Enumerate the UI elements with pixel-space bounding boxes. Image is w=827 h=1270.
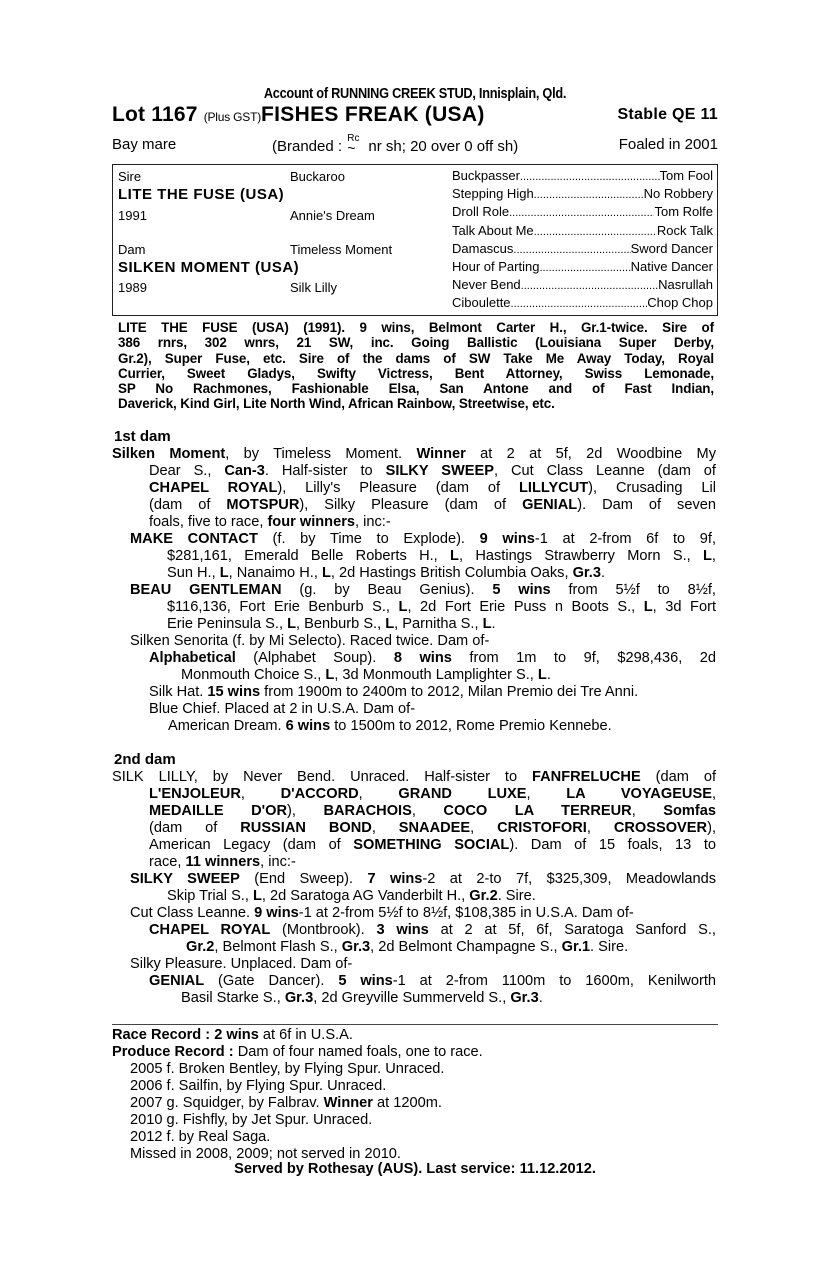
bold-text: 8 wins — [393, 650, 452, 666]
bold-text: Gr.3 — [284, 990, 314, 1006]
bold-text: CROSSOVER — [613, 820, 708, 836]
text: Monmouth Choice S., — [181, 667, 326, 683]
dot-leader — [511, 298, 648, 310]
entry-line — [130, 871, 716, 888]
family-entry — [130, 956, 716, 973]
text: , inc:- — [260, 854, 296, 870]
text: to 1500m to 2012, Rome Premio Kennebe. — [330, 718, 612, 734]
bold-text: Somfas — [663, 803, 716, 819]
text: ), — [707, 820, 716, 836]
sire-summary-line: Currier, Sweet Gladys, Swifty Victress, Bent Attorney, Swiss Lemonade, — [118, 365, 714, 381]
text: Sun H., — [167, 565, 220, 581]
text: . — [546, 667, 551, 683]
bold-text: LA VOYAGEUSE — [566, 786, 712, 802]
text: 2012 f. by Real Saga. — [130, 1129, 271, 1145]
ancestor-sire: Tom Fool — [659, 168, 713, 183]
sire-summary-line: 386 rnrs, 302 wnrs, 21 SW, inc. Going Ballistic (Louisiana Super Derby, — [118, 335, 714, 351]
entry-line — [149, 701, 716, 718]
ancestor-sire: Native Dancer — [630, 258, 713, 274]
bold-text: Gr.2 — [186, 939, 215, 955]
bold-text: 15 wins — [207, 684, 261, 700]
bold-text: L — [219, 565, 229, 581]
brand-mark-icon — [346, 133, 364, 156]
text: , 2d Hastings British Columbia Oaks, — [330, 565, 573, 581]
bold-text: MOTSPUR — [226, 497, 300, 513]
text: , — [711, 548, 716, 564]
sire-year: 1991 — [118, 208, 147, 223]
section-divider — [112, 1024, 718, 1025]
text: $281,161, Emerald Belle Roberts H., — [167, 548, 451, 564]
dot-leader — [520, 171, 660, 183]
text: -2 at 2-to 7f, $325,309, Meadowlands — [422, 871, 716, 887]
text: , 2d Saratoga AG Vanderbilt H., — [261, 888, 470, 904]
dam-label: Dam — [118, 242, 146, 257]
bold-text: SILKY SWEEP — [130, 871, 240, 887]
entry-line — [112, 803, 716, 820]
bold-text: 11 winners — [185, 854, 261, 870]
bold-text: Gr.3 — [510, 990, 539, 1006]
entry-line — [112, 514, 716, 531]
bold-text: FANFRELUCHE — [532, 769, 641, 785]
lot-title-row — [112, 103, 718, 129]
ancestor-name: Damascus — [452, 240, 514, 256]
text: 2007 g. Squidger, by Falbrav. — [130, 1095, 324, 1111]
text: . — [538, 990, 543, 1006]
bold-text: RUSSIAN BOND — [240, 820, 372, 836]
sire-label: Sire — [118, 169, 142, 184]
horse-details-row — [112, 133, 718, 156]
text: ), Lilly's Pleasure (dam of — [277, 480, 519, 496]
sire-summary-line: Gr.2), Super Fuse, etc. Sire of the dams of SW Take Me Away Today, Royal — [118, 350, 714, 366]
bold-text: Silken Moment — [112, 446, 226, 462]
entry-line — [149, 667, 716, 684]
great-grandparent-row — [452, 259, 713, 277]
text: Cut Class Leanne. — [130, 905, 255, 921]
text: from 1m to 9f, $298,436, 2d — [451, 650, 717, 666]
text: ), Silky Pleasure (dam of — [299, 497, 523, 513]
entry-line — [149, 684, 716, 701]
great-grandparent-row — [452, 241, 713, 259]
ancestor-name: Droll Role — [452, 204, 510, 220]
text: ). Dam of seven — [577, 497, 717, 513]
text: Silky Pleasure. Unplaced. Dam of- — [130, 956, 353, 972]
text: , — [470, 820, 498, 836]
ancestor-name: Buckpasser — [452, 168, 520, 183]
bold-text: L — [325, 667, 335, 683]
family-entry — [149, 650, 716, 684]
text: at 2 at 5f, 6f, Saratoga Sanford S., — [428, 922, 716, 938]
bold-text: Winner — [323, 1095, 373, 1111]
foaled-year: Foaled in 2001 — [618, 136, 718, 153]
dot-leader — [521, 280, 658, 292]
ancestor-sire: No Robbery — [643, 186, 713, 202]
great-grandparent-row — [452, 168, 713, 186]
sire-summary-line: SP No Rachmones, Fashionable Elsa, San Antone and of Fast Indian, — [118, 381, 714, 397]
bold-text: CHAPEL ROYAL — [149, 922, 271, 938]
dot-leader — [534, 226, 657, 238]
great-grandparent-row — [452, 223, 713, 241]
dot-leader — [534, 189, 644, 201]
bold-text: SOMETHING SOCIAL — [353, 837, 510, 853]
pedigree-table — [112, 164, 718, 316]
produce-item — [130, 1078, 386, 1095]
entry-line — [130, 888, 716, 905]
text: (Gate Dancer). — [204, 973, 339, 989]
text: , — [586, 820, 614, 836]
produce-item — [130, 1112, 372, 1129]
text: , — [240, 786, 281, 802]
ancestor-sire: Rock Talk — [656, 222, 713, 238]
text: , — [631, 803, 664, 819]
great-grandparents-list — [452, 168, 713, 314]
produce-record — [112, 1044, 483, 1061]
entry-line — [130, 905, 716, 922]
bold-text: Winner — [416, 446, 466, 462]
text: . — [600, 565, 606, 581]
family-entry — [130, 905, 716, 922]
entry-line — [112, 854, 716, 871]
text: , 3d Fort — [652, 599, 717, 615]
entry-line — [149, 922, 716, 939]
bold-text: MEDAILLE D'OR — [149, 803, 288, 819]
bold-text: Gr.2 — [469, 888, 498, 904]
entry-line — [130, 565, 716, 582]
text: , Parnitha S., — [394, 616, 483, 632]
entry-line — [112, 786, 716, 803]
text: (dam of — [149, 497, 227, 513]
entry-line — [130, 616, 716, 633]
entry-line — [112, 446, 716, 463]
produce-record-label: Produce Record : — [112, 1044, 238, 1060]
entry-line — [112, 463, 716, 480]
ancestor-sire: Chop Chop — [647, 295, 713, 311]
sire-summary — [118, 320, 714, 412]
text: Dear S., — [149, 463, 225, 479]
text: (End Sweep). — [239, 871, 368, 887]
race-record-text: at 6f in U.S.A. — [258, 1027, 353, 1043]
text: race, — [149, 854, 186, 870]
text: from 1900m to 2400m to 2012, Milan Premio dei Tre Anni. — [260, 684, 639, 700]
entry-line — [149, 650, 716, 667]
ancestor-name: Talk About Me — [452, 222, 534, 238]
family-entry — [130, 871, 716, 905]
lot-heading — [112, 103, 485, 127]
sire-summary-line: LITE THE FUSE (USA) (1991). 9 wins, Belmont Carter H., Gr.1-twice. Sire of — [118, 320, 714, 335]
text: ), Crusading Lil — [588, 480, 716, 496]
bold-text: L — [537, 667, 547, 683]
bold-text: COCO LA TERREUR — [443, 803, 632, 819]
text: , Nanaimo H., — [228, 565, 322, 581]
bold-text: LILLYCUT — [518, 480, 589, 496]
bold-text: L — [703, 548, 712, 564]
great-grandparent-row — [452, 295, 713, 313]
text: American Legacy (dam of — [149, 837, 354, 853]
produce-item — [130, 1129, 270, 1146]
bold-text: D'ACCORD — [280, 786, 359, 802]
sire-name: LITE THE FUSE (USA) — [118, 186, 285, 203]
lot-number: Lot 1167 — [112, 103, 198, 126]
text: (dam of — [640, 769, 716, 785]
entry-line — [130, 548, 716, 565]
text: , 2d Greyville Summerveld S., — [313, 990, 511, 1006]
served-by-note: Served by Rothesay (AUS). Last service: 11.12.2012. — [234, 1161, 596, 1177]
text: . Half-sister to — [264, 463, 386, 479]
bold-text: 5 wins — [492, 582, 551, 598]
text: , Cut Class Leanne (dam of — [493, 463, 716, 479]
bold-text: L'ENJOLEUR — [149, 786, 241, 802]
ancestor-sire: Sword Dancer — [630, 240, 713, 256]
ancestor-name: Stepping High — [452, 186, 534, 202]
text: (f. by Time to Explode). — [257, 531, 480, 547]
bold-text: BEAU GENTLEMAN — [130, 582, 282, 598]
text: , — [711, 786, 716, 802]
ancestor-sire: Nasrullah — [658, 277, 713, 293]
text: 2010 g. Fishfly, by Jet Spur. Unraced. — [130, 1112, 373, 1128]
sire-dam: Annie's Dream — [290, 208, 375, 223]
bold-text: L — [385, 616, 395, 632]
bold-text: 9 wins — [254, 905, 299, 921]
bold-text: MAKE CONTACT — [130, 531, 258, 547]
entry-line — [130, 531, 716, 548]
bold-text: 9 wins — [479, 531, 535, 547]
entry-line — [149, 990, 716, 1007]
ancestor-name: Ciboulette — [452, 295, 511, 311]
text: $116,136, Fort Erie Benburb S., — [167, 599, 399, 615]
race-record — [112, 1027, 353, 1044]
family-entry — [130, 633, 716, 650]
bold-text: SILKY SWEEP — [385, 463, 494, 479]
race-record-label: Race Record : — [112, 1027, 215, 1043]
text: Missed in 2008, 2009; not served in 2010. — [130, 1146, 401, 1162]
text: SILK LILLY, by Never Bend. Unraced. Half-sister to — [112, 769, 533, 785]
brand-mark-bottom: ~ — [347, 140, 356, 156]
colour-sex: Bay mare — [112, 136, 177, 153]
bold-text: CHAPEL ROYAL — [149, 480, 278, 496]
bold-text: L — [450, 548, 459, 564]
family-entry — [149, 684, 716, 701]
dot-leader — [539, 262, 630, 274]
text: (Montbrook). — [270, 922, 377, 938]
brand-mark-top: Rc — [347, 133, 360, 144]
text: at 1200m. — [372, 1095, 442, 1111]
bold-text: Can-3 — [224, 463, 265, 479]
entry-line — [112, 837, 716, 854]
entry-line — [112, 769, 716, 786]
text: American Dream. — [168, 718, 286, 734]
text: . Sire. — [590, 939, 629, 955]
text: 2006 f. Sailfin, by Flying Spur. Unraced. — [130, 1078, 387, 1094]
text: at 2 at 5f, 2d Woodbine My — [465, 446, 716, 462]
entry-line — [112, 820, 716, 837]
produce-item — [130, 1061, 444, 1078]
bold-text: L — [398, 599, 408, 615]
second-dam-heading: 2nd dam — [114, 751, 176, 768]
ancestor-name: Never Bend — [452, 277, 521, 293]
text: Silk Hat. — [149, 684, 208, 700]
sire-summary-line: Daverick, Kind Girl, Lite North Wind, African Rainbow, Streetwise, etc. — [118, 396, 555, 412]
bold-text: four winners — [267, 514, 356, 530]
text: , 2d Fort Erie Puss n Boots S., — [407, 599, 644, 615]
brand-suffix: nr sh; 20 over 0 off sh) — [364, 138, 519, 155]
bold-text: SNAADEE — [398, 820, 471, 836]
text: Erie Peninsula S., — [167, 616, 288, 632]
text: Silken Senorita (f. by Mi Selecto). Raced twice. Dam of- — [130, 633, 490, 649]
family-entry — [112, 446, 716, 531]
ancestor-name: Hour of Parting — [452, 258, 540, 274]
bold-text: L — [321, 565, 331, 581]
entry-line — [130, 633, 716, 650]
text: foals, five to race, — [149, 514, 268, 530]
bold-text: GENIAL — [522, 497, 578, 513]
great-grandparent-row — [452, 186, 713, 204]
text: , — [371, 820, 399, 836]
text: , — [526, 786, 567, 802]
text: ), — [287, 803, 324, 819]
text: from 5½f to 8½f, — [550, 582, 716, 598]
bold-text: BARACHOIS — [323, 803, 412, 819]
bold-text: 3 wins — [376, 922, 429, 938]
bold-text: CRISTOFORI — [497, 820, 587, 836]
bold-text: Gr.1 — [561, 939, 591, 955]
text: . — [491, 616, 496, 632]
bold-text: L — [252, 888, 262, 904]
ancestor-sire: Tom Rolfe — [654, 204, 713, 220]
family-entry — [149, 701, 716, 718]
bold-text: L — [287, 616, 296, 632]
text: , Benburb S., — [295, 616, 386, 632]
text: 2005 f. Broken Bentley, by Flying Spur. Unraced. — [130, 1061, 445, 1077]
sire-sire: Buckaroo — [290, 169, 345, 184]
text: , Hastings Strawberry Morn S., — [458, 548, 703, 564]
vendor-account: Account of RUNNING CREEK STUD, Innisplain, Qld. — [263, 86, 567, 102]
bold-text: 6 wins — [285, 718, 331, 734]
dot-leader — [513, 244, 630, 256]
entry-line — [168, 718, 716, 735]
text: ). Dam of 15 foals, 13 to — [509, 837, 717, 853]
text: , — [358, 786, 399, 802]
horse-name: FISHES FREAK (USA) — [261, 103, 485, 126]
text: , 3d Monmouth Lamplighter S., — [334, 667, 538, 683]
bold-text: Gr.3 — [572, 565, 601, 581]
dam-dam: Silk Lilly — [290, 280, 337, 295]
text: -1 at 2-from 6f to 9f, — [534, 531, 717, 547]
bold-text: L — [482, 616, 492, 632]
entry-line — [149, 973, 716, 990]
text: , — [411, 803, 444, 819]
text: , inc:- — [355, 514, 391, 530]
bold-text: GENIAL — [149, 973, 205, 989]
entry-line — [130, 582, 716, 599]
text: , 2d Belmont Champagne S., — [370, 939, 562, 955]
bold-text: 5 wins — [338, 973, 393, 989]
text: Blue Chief. Placed at 2 in U.S.A. Dam of- — [149, 701, 416, 717]
produce-item — [130, 1095, 442, 1112]
text: Basil Starke S., — [181, 990, 285, 1006]
bold-text: Gr.3 — [341, 939, 371, 955]
text: (Alphabet Soup). — [235, 650, 394, 666]
text: -1 at 2-from 5½f to 8½f, $108,385 in U.S.A. Dam of- — [298, 905, 634, 921]
dam-name: SILKEN MOMENT (USA) — [118, 259, 300, 276]
race-record-wins: 2 wins — [214, 1027, 259, 1043]
text: , Belmont Flash S., — [214, 939, 342, 955]
text: . Sire. — [497, 888, 536, 904]
dot-leader — [509, 207, 654, 219]
brand-info — [272, 133, 519, 156]
family-entry — [130, 582, 716, 633]
entry-line — [112, 480, 716, 497]
text: Skip Trial S., — [167, 888, 253, 904]
produce-record-text: Dam of four named foals, one to race. — [237, 1044, 483, 1060]
stable-location: Stable QE 11 — [617, 106, 718, 123]
family-entry — [149, 922, 716, 956]
entry-line — [149, 939, 716, 956]
bold-text: L — [643, 599, 653, 615]
family-entry — [130, 531, 716, 582]
bold-text: GRAND LUXE — [398, 786, 527, 802]
bold-text: 7 wins — [367, 871, 423, 887]
entry-line — [130, 956, 716, 973]
text: (g. by Beau Genius). — [281, 582, 493, 598]
entry-line — [112, 497, 716, 514]
text: -1 at 2-from 1100m to 1600m, Kenilworth — [392, 973, 717, 989]
family-entry — [168, 718, 716, 735]
great-grandparent-row — [452, 277, 713, 295]
family-entry — [149, 973, 716, 1007]
great-grandparent-row — [452, 204, 713, 222]
text: , by Timeless Moment. — [225, 446, 417, 462]
dam-sire: Timeless Moment — [290, 242, 393, 257]
first-dam-heading: 1st dam — [114, 428, 171, 445]
plus-gst-note: (Plus GST) — [203, 110, 262, 124]
dam-year: 1989 — [118, 280, 147, 295]
text: (dam of — [149, 820, 241, 836]
family-entry — [112, 769, 716, 871]
bold-text: Alphabetical — [149, 650, 236, 666]
brand-prefix: (Branded : — [272, 138, 347, 155]
entry-line — [130, 599, 716, 616]
